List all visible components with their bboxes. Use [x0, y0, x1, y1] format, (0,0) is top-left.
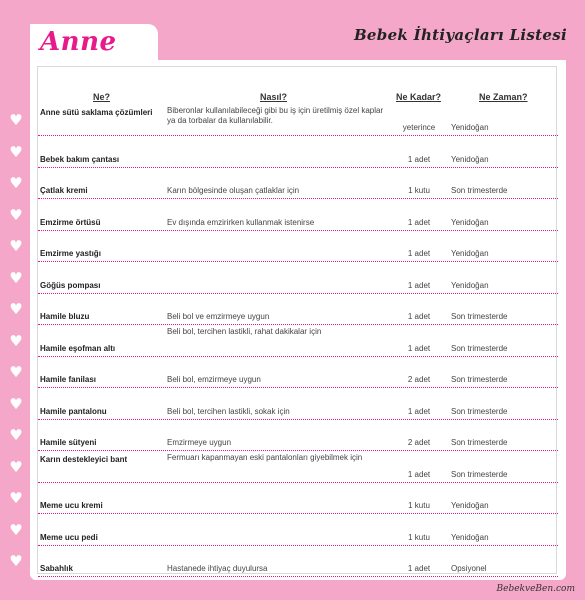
item-description: Karın bölgesinde oluşan çatlaklar için — [167, 186, 300, 195]
list-title: Bebek İhtiyaçları Listesi — [353, 26, 567, 44]
heart-icon: ♥ — [9, 142, 23, 161]
header-what: Ne? — [93, 92, 111, 102]
table-row — [38, 199, 558, 231]
item-name: Bebek bakım çantası — [40, 154, 120, 164]
item-description: Ev dışında emzirirken kullanmak istenirse — [167, 217, 315, 227]
item-timing: Son trimesterde — [451, 438, 508, 447]
item-description: Emzirmeye uygun — [167, 438, 232, 447]
item-description: Beli bol, emzirmeye uygun — [167, 375, 261, 384]
item-name: Hamile fanilası — [40, 375, 97, 384]
item-quantity: 1 adet — [407, 154, 431, 164]
item-name: Göğüs pompası — [40, 280, 101, 290]
item-quantity: 1 kutu — [408, 501, 430, 510]
item-name: Emzirme örtüsü — [40, 217, 101, 227]
table-row — [38, 104, 558, 136]
tab-title: Anne — [40, 27, 117, 57]
item-name: Emzirme yastığı — [40, 249, 101, 258]
table-row — [38, 451, 558, 483]
heart-icon: ♥ — [9, 457, 23, 476]
table-row — [38, 388, 558, 420]
item-timing: Yenidoğan — [451, 249, 489, 258]
item-timing: Opsiyonel — [451, 564, 487, 573]
item-name: Hamile sütyeni — [40, 438, 97, 447]
item-description: Fermuarı kapanmayan eski pantalonları giyebilmek için — [167, 452, 363, 462]
table-row — [38, 293, 558, 325]
item-quantity: 1 adet — [407, 280, 431, 290]
item-name: Meme ucu kremi — [40, 501, 103, 510]
item-name: Çatlak kremi — [40, 186, 88, 195]
watermark: BebekveBen.com — [496, 584, 575, 594]
item-timing: Yenidoğan — [451, 280, 489, 290]
item-name: Sabahlık — [40, 564, 73, 573]
item-name: Hamile eşofman altı — [40, 343, 116, 353]
item-timing: Yenidoğan — [451, 501, 489, 510]
item-description: Beli bol, tercihen lastikli, rahat dakikalar için — [167, 326, 322, 336]
item-quantity: 1 adet — [407, 469, 431, 479]
item-timing: Son trimesterde — [451, 469, 508, 479]
table-row — [38, 419, 558, 451]
item-name: Hamile bluzu — [40, 312, 90, 321]
heart-icon: ♥ — [9, 520, 23, 539]
heart-icon: ♥ — [9, 489, 23, 507]
item-quantity: 1 adet — [407, 249, 431, 258]
item-timing: Son trimesterde — [451, 343, 508, 353]
header-how-much: Ne Kadar? — [396, 92, 442, 102]
table-row — [38, 545, 558, 577]
heart-icon: ♥ — [9, 552, 23, 570]
table-row — [38, 262, 558, 294]
item-timing: Yenidoğan — [451, 123, 489, 132]
item-quantity: 2 adet — [407, 438, 431, 447]
item-timing: Yenidoğan — [451, 532, 489, 542]
item-name: Anne sütü saklama çözümleri — [40, 108, 153, 117]
item-timing: Yenidoğan — [451, 154, 489, 164]
table-row — [38, 167, 558, 199]
heart-icon: ♥ — [9, 394, 23, 413]
item-quantity: 1 adet — [407, 217, 431, 227]
item-quantity: 1 kutu — [408, 186, 430, 195]
item-description: Beli bol ve emzirmeye uygun — [167, 312, 270, 321]
item-quantity: yeterince — [402, 123, 436, 132]
item-timing: Son trimesterde — [451, 312, 508, 321]
item-quantity: 1 adet — [407, 312, 431, 321]
table-row — [38, 325, 558, 357]
heart-icon: ♥ — [9, 237, 23, 255]
item-timing: Son trimesterde — [451, 406, 508, 416]
item-quantity: 1 adet — [407, 564, 431, 573]
table-row — [38, 230, 558, 262]
table-row — [38, 356, 558, 388]
item-name: Hamile pantalonu — [40, 406, 107, 416]
item-description: Biberonlar kullanılabileceği gibi bu iş için üretilmiş özel kaplar ya da torbalar da kullanılabilir. — [167, 106, 384, 125]
item-name: Meme ucu pedi — [40, 532, 98, 542]
item-quantity: 1 adet — [407, 406, 431, 416]
item-description: Beli bol, tercihen lastikli, sokak için — [167, 406, 290, 416]
header-how: Nasıl? — [260, 92, 288, 102]
item-quantity: 1 kutu — [408, 532, 430, 542]
heart-icon: ♥ — [9, 174, 23, 192]
heart-icon: ♥ — [9, 331, 23, 350]
heart-icon: ♥ — [9, 426, 23, 444]
table-row — [38, 136, 558, 168]
item-timing: Son trimesterde — [451, 186, 508, 195]
item-timing: Yenidoğan — [451, 217, 489, 227]
item-timing: Son trimesterde — [451, 375, 508, 384]
header-when: Ne Zaman? — [479, 92, 528, 102]
heart-icon: ♥ — [9, 268, 23, 287]
item-description: Hastanede ihtiyaç duyulursa — [167, 564, 268, 573]
item-quantity: 2 adet — [407, 375, 431, 384]
heart-icon: ♥ — [9, 363, 23, 381]
heart-icon: ♥ — [9, 205, 23, 224]
table-row — [38, 514, 558, 546]
item-quantity: 1 adet — [407, 343, 431, 353]
table-row — [38, 482, 558, 514]
item-name: Karın destekleyici bant — [40, 454, 128, 464]
heart-icon: ♥ — [9, 111, 23, 129]
heart-icon: ♥ — [9, 300, 23, 318]
